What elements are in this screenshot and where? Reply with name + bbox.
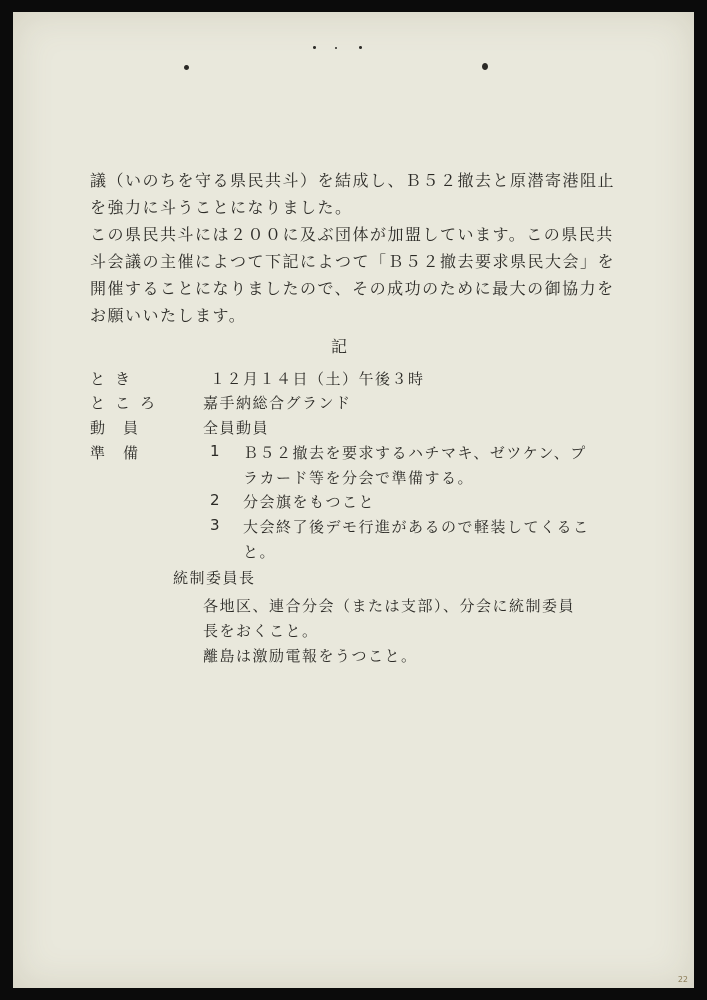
punch-hole-mark <box>184 65 189 70</box>
junbi-label: 準備 <box>90 444 157 462</box>
junbi-item-2-line1: 分会旗をもつこと <box>243 493 376 511</box>
paragraph-line: を強力に斗うことになりました。 <box>90 198 353 217</box>
tokoro-label: ところ <box>90 394 166 412</box>
doin-label: 動員 <box>90 419 157 437</box>
punch-hole-mark <box>482 63 488 70</box>
paragraph-line: 開催することになりましたので、その成功のために最大の御協力を <box>90 279 615 298</box>
junbi-item-number: 3 <box>210 516 220 534</box>
scan-mark <box>359 46 362 49</box>
toki-label: とき <box>90 370 141 388</box>
scan-mark <box>313 46 316 49</box>
junbi-item-3-line2: と。 <box>243 543 277 561</box>
scan-mark <box>335 47 337 49</box>
junbi-item-number: 1 <box>210 442 220 460</box>
tosei-line: 各地区、連合分会（または支部）、分会に統制委員 <box>203 597 576 615</box>
paragraph-line: 議（いのちを守る県民共斗）を結成し、Ｂ５２撤去と原潜寄港阻止 <box>90 171 616 190</box>
doin-value: 全員動員 <box>203 419 270 437</box>
toki-value: １２月１４日（土）午後３時 <box>210 370 425 388</box>
ki-heading: 記 <box>331 337 350 356</box>
junbi-item-number: 2 <box>210 491 220 509</box>
intro-paragraph <box>90 167 630 329</box>
corner-page-mark: 22 <box>677 975 688 984</box>
paragraph-line: 斗会議の主催によつて下記によつて「Ｂ５２撤去要求県民大会」を <box>90 252 616 271</box>
junbi-item-1-line2: ラカード等を分会で準備する。 <box>243 469 475 487</box>
paragraph-line: お願いいたします。 <box>90 306 247 325</box>
tosei-heading: 統制委員長 <box>173 569 256 587</box>
tosei-line: 離島は激励電報をうつこと。 <box>203 647 418 665</box>
junbi-item-1-line1: Ｂ５２撤去を要求するハチマキ、ゼツケン、プ <box>243 444 587 462</box>
junbi-item-3-line1: 大会終了後デモ行進があるので軽装してくるこ <box>243 518 590 536</box>
paragraph-line: この県民共斗には２００に及ぶ団体が加盟しています。この県民共 <box>90 225 614 244</box>
document-page <box>13 12 694 988</box>
tokoro-value: 嘉手納総合グランド <box>203 394 352 412</box>
tosei-line: 長をおくこと。 <box>203 622 319 640</box>
